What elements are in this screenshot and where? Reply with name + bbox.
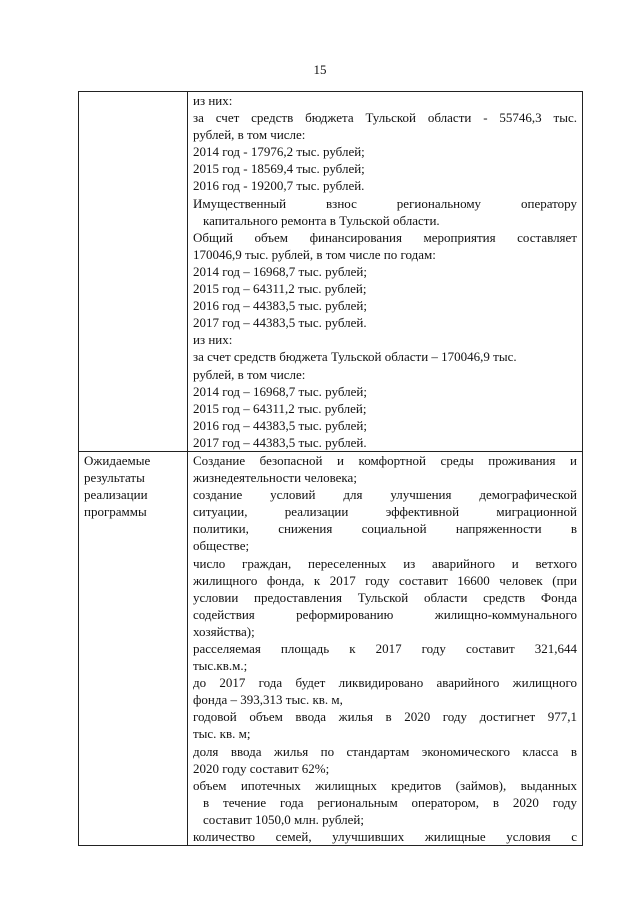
- text-line: рублей, в том числе:: [193, 127, 306, 143]
- text-line: условии предоставления Тульской области средств Фонда: [193, 589, 577, 605]
- text-line: составит 1050,0 млн. рублей;: [203, 811, 364, 827]
- label-line: реализации: [84, 487, 148, 503]
- row-label-cell: [79, 92, 188, 452]
- label-line: результаты: [84, 470, 145, 486]
- text-line: 2015 год - 18569,4 тыс. рублей;: [193, 161, 365, 177]
- table-row-expected-results: [79, 451, 583, 845]
- page-number: 15: [313, 62, 327, 77]
- text-line: объем ипотечных жилищных кредитов (займов), выданных: [193, 777, 577, 793]
- text-line: за счет средств бюджета Тульской области – 170046,9 тыс.: [193, 349, 517, 365]
- text-line: жилищного фонда, к 2017 году составит 16600 человек (при: [193, 572, 577, 588]
- text-line: 2016 год - 19200,7 тыс. рублей.: [193, 178, 365, 194]
- text-line: политики, снижения социальной напряженности в: [193, 521, 577, 537]
- text-line: содействия реформированию жилищно-коммунального: [193, 606, 577, 622]
- text-line: 2014 год – 16968,7 тыс. рублей;: [193, 263, 367, 279]
- text-line: до 2017 года будет ликвидировано аварийного жилищного: [193, 675, 577, 691]
- label-line: Ожидаемые: [84, 452, 151, 468]
- text-line: число граждан, переселенных из аварийного и ветхого: [193, 555, 577, 571]
- text-line: 2015 год – 64311,2 тыс. рублей;: [193, 400, 367, 416]
- text-line: 2016 год – 44383,5 тыс. рублей;: [193, 417, 367, 433]
- text-line: капитального ремонта в Тульской области.: [203, 212, 440, 228]
- text-line: жизнедеятельности человека;: [193, 470, 357, 486]
- text-line: годовой объем ввода жилья в 2020 году достигнет 977,1: [193, 709, 577, 725]
- text-line: за счет средств бюджета Тульской области - 55746,3 тыс.: [193, 110, 577, 126]
- text-line: создание условий для улучшения демографической: [193, 487, 577, 503]
- text-line: из них:: [193, 93, 233, 108]
- text-line: в течение года региональным оператором, в 2020 году: [203, 794, 577, 810]
- financing-details-cell: [188, 92, 583, 452]
- expected-results-cell: [188, 451, 583, 845]
- table-row-financing: [79, 92, 583, 452]
- text-line: фонда – 393,313 тыс. кв. м,: [193, 692, 343, 708]
- text-line: 2017 год – 44383,5 тыс. рублей.: [193, 315, 367, 331]
- text-line: хозяйства);: [193, 623, 255, 639]
- text-line: Общий объем финансирования мероприятия составляет: [193, 229, 577, 245]
- text-line: 2016 год – 44383,5 тыс. рублей;: [193, 298, 367, 314]
- text-line: 170046,9 тыс. рублей, в том числе по годам:: [193, 246, 436, 262]
- text-line: доля ввода жилья по стандартам экономического класса в: [193, 743, 577, 759]
- text-line: Имущественный взнос региональному оператору: [193, 195, 577, 211]
- text-line: расселяемая площадь к 2017 году составит 321,644: [193, 641, 577, 656]
- text-line: из них:: [193, 332, 233, 348]
- text-line: ситуации, реализации эффективной миграционной: [193, 504, 577, 520]
- label-line: программы: [84, 504, 147, 520]
- text-line: 2014 год - 17976,2 тыс. рублей;: [193, 144, 365, 160]
- expected-results-label-cell: [79, 451, 188, 845]
- text-line: обществе;: [193, 538, 250, 554]
- text-line: Создание безопасной и комфортной среды проживания и: [193, 452, 577, 468]
- program-passport-table: [78, 91, 583, 846]
- text-line: 2017 год – 44383,5 тыс. рублей.: [193, 434, 367, 450]
- text-line: количество семей, улучшивших жилищные условия с: [193, 829, 577, 845]
- text-line: 2014 год – 16968,7 тыс. рублей;: [193, 383, 367, 399]
- text-line: 2015 год – 64311,2 тыс. рублей;: [193, 281, 367, 297]
- text-line: рублей, в том числе:: [193, 366, 306, 382]
- text-line: тыс. кв. м;: [193, 726, 251, 742]
- text-line: тыс.кв.м.;: [193, 658, 248, 674]
- text-line: 2020 году составит 62%;: [193, 760, 330, 776]
